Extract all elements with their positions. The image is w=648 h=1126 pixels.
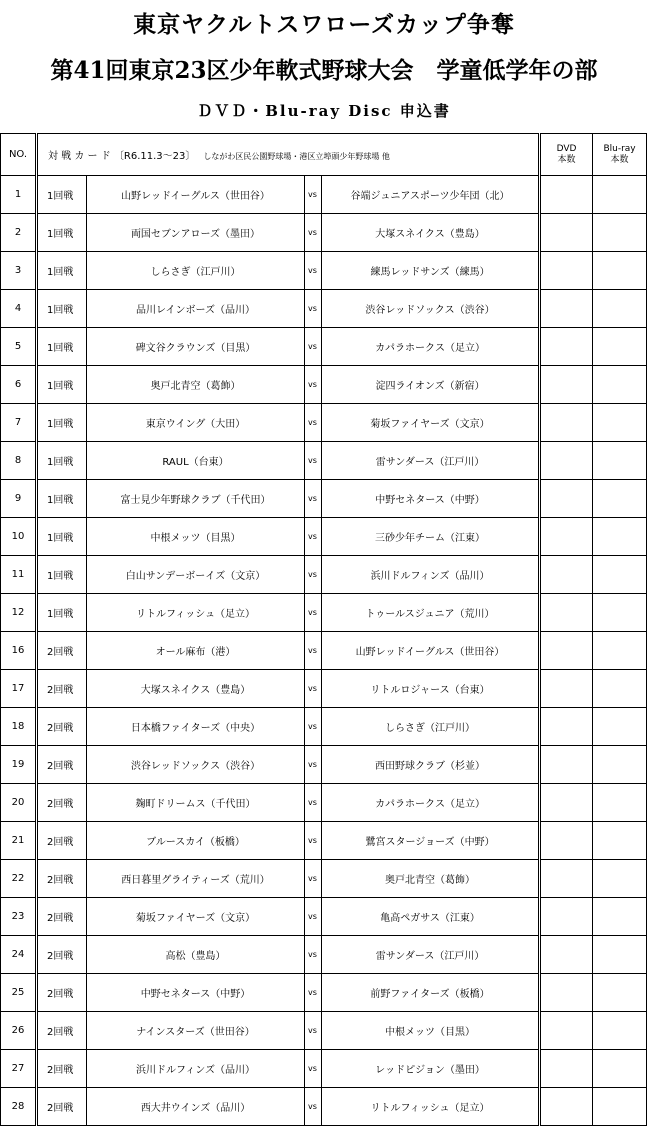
row-team-a: 浜川ドルフィンズ（品川）	[87, 1050, 305, 1088]
row-vs: vs	[305, 1088, 322, 1126]
row-team-b: 前野ファイターズ（板橋）	[322, 974, 540, 1012]
bluray-quantity-cell[interactable]	[593, 366, 647, 404]
row-team-a: ブルースカイ（板橋）	[87, 822, 305, 860]
dvd-quantity-cell[interactable]	[540, 708, 593, 746]
row-round: 2回戦	[37, 1050, 87, 1088]
header-venue: しながわ区民公園野球場・港区立埠頭少年野球場 他	[203, 152, 390, 161]
table-row	[1, 1012, 647, 1050]
table-row	[1, 822, 647, 860]
dvd-quantity-cell[interactable]	[540, 442, 593, 480]
row-no: 24	[1, 936, 37, 974]
table-row	[1, 936, 647, 974]
row-team-b: 淀四ライオンズ（新宿）	[322, 366, 540, 404]
row-team-a: 富士見少年野球クラブ（千代田）	[87, 480, 305, 518]
dvd-quantity-cell[interactable]	[540, 214, 593, 252]
dvd-quantity-cell[interactable]	[540, 480, 593, 518]
table-row	[1, 404, 647, 442]
row-no: 7	[1, 404, 37, 442]
dvd-quantity-cell[interactable]	[540, 632, 593, 670]
row-round: 2回戦	[37, 898, 87, 936]
table-row	[1, 746, 647, 784]
row-team-b: 山野レッドイーグルス（世田谷）	[322, 632, 540, 670]
table-row	[1, 974, 647, 1012]
bluray-quantity-cell[interactable]	[593, 860, 647, 898]
dvd-quantity-cell[interactable]	[540, 366, 593, 404]
row-round: 2回戦	[37, 708, 87, 746]
row-round: 2回戦	[37, 746, 87, 784]
row-round: 1回戦	[37, 556, 87, 594]
row-round: 1回戦	[37, 594, 87, 632]
row-team-a: 品川レインボーズ（品川）	[87, 290, 305, 328]
row-round: 1回戦	[37, 518, 87, 556]
row-team-b: 西田野球クラブ（杉並）	[322, 746, 540, 784]
row-vs: vs	[305, 974, 322, 1012]
row-no: 27	[1, 1050, 37, 1088]
row-team-a: 山野レッドイーグルス（世田谷）	[87, 176, 305, 214]
row-team-a: 西日暮里グライティーズ（荒川）	[87, 860, 305, 898]
header-match-card	[37, 134, 540, 176]
row-no: 26	[1, 1012, 37, 1050]
row-team-b: 浜川ドルフィンズ（品川）	[322, 556, 540, 594]
row-team-b: しらさぎ（江戸川）	[322, 708, 540, 746]
title-order-form: ＤＶＤ・Blu-ray Disc 申込書	[197, 102, 451, 120]
row-no: 28	[1, 1088, 37, 1126]
bluray-quantity-cell[interactable]	[593, 442, 647, 480]
bluray-quantity-cell[interactable]	[593, 594, 647, 632]
bluray-quantity-cell[interactable]	[593, 404, 647, 442]
row-team-a: 日本橋ファイターズ（中央）	[87, 708, 305, 746]
table-row	[1, 708, 647, 746]
bluray-quantity-cell[interactable]	[593, 784, 647, 822]
row-no: 19	[1, 746, 37, 784]
dvd-quantity-cell[interactable]	[540, 1088, 593, 1126]
dvd-quantity-cell[interactable]	[540, 328, 593, 366]
dvd-quantity-cell[interactable]	[540, 594, 593, 632]
row-team-a: RAUL（台東）	[87, 442, 305, 480]
row-team-b: 練馬レッドサンズ（練馬）	[322, 252, 540, 290]
table-row	[1, 366, 647, 404]
row-vs: vs	[305, 176, 322, 214]
header-bluray-line2: 本数	[610, 154, 629, 165]
row-no: 3	[1, 252, 37, 290]
bluray-quantity-cell[interactable]	[593, 1050, 647, 1088]
header-no: NO.	[1, 134, 37, 176]
row-round: 2回戦	[37, 860, 87, 898]
row-team-a: 碑文谷クラウンズ（目黒）	[87, 328, 305, 366]
row-team-a: 東京ウイング（大田）	[87, 404, 305, 442]
table-header-row	[1, 134, 647, 176]
row-round: 2回戦	[37, 670, 87, 708]
row-round: 1回戦	[37, 214, 87, 252]
row-no: 2	[1, 214, 37, 252]
row-no: 4	[1, 290, 37, 328]
bluray-quantity-cell[interactable]	[593, 252, 647, 290]
row-no: 6	[1, 366, 37, 404]
header-bluray	[593, 134, 647, 176]
row-team-a: 中根メッツ（目黒）	[87, 518, 305, 556]
table-row	[1, 860, 647, 898]
row-round: 1回戦	[37, 404, 87, 442]
bluray-quantity-cell[interactable]	[593, 214, 647, 252]
row-vs: vs	[305, 214, 322, 252]
row-team-a: 菊坂ファイヤーズ（文京）	[87, 898, 305, 936]
dvd-quantity-cell[interactable]	[540, 1050, 593, 1088]
row-vs: vs	[305, 556, 322, 594]
bluray-quantity-cell[interactable]	[593, 1088, 647, 1126]
table-row	[1, 670, 647, 708]
row-vs: vs	[305, 366, 322, 404]
row-vs: vs	[305, 1012, 322, 1050]
table-row	[1, 898, 647, 936]
row-round: 1回戦	[37, 176, 87, 214]
row-round: 2回戦	[37, 936, 87, 974]
row-no: 17	[1, 670, 37, 708]
dvd-quantity-cell[interactable]	[540, 670, 593, 708]
bluray-quantity-cell[interactable]	[593, 480, 647, 518]
row-team-b: 中野セネタース（中野）	[322, 480, 540, 518]
row-vs: vs	[305, 518, 322, 556]
row-vs: vs	[305, 290, 322, 328]
row-team-b: 雷サンダース（江戸川）	[322, 442, 540, 480]
row-vs: vs	[305, 404, 322, 442]
row-round: 2回戦	[37, 822, 87, 860]
row-vs: vs	[305, 784, 322, 822]
bluray-quantity-cell[interactable]	[593, 328, 647, 366]
row-no: 12	[1, 594, 37, 632]
row-vs: vs	[305, 822, 322, 860]
table-row	[1, 1050, 647, 1088]
table-row	[1, 594, 647, 632]
row-team-b: 亀高ペガサス（江東）	[322, 898, 540, 936]
bluray-quantity-cell[interactable]	[593, 556, 647, 594]
row-team-a: 中野セネタース（中野）	[87, 974, 305, 1012]
row-team-a: 両国セブンアローズ（墨田）	[87, 214, 305, 252]
dvd-quantity-cell[interactable]	[540, 898, 593, 936]
row-team-a: 白山サンデーボーイズ（文京）	[87, 556, 305, 594]
row-vs: vs	[305, 860, 322, 898]
row-team-a: 奥戸北青空（葛飾）	[87, 366, 305, 404]
dvd-quantity-cell[interactable]	[540, 860, 593, 898]
dvd-quantity-cell[interactable]	[540, 404, 593, 442]
row-round: 1回戦	[37, 366, 87, 404]
table-row	[1, 442, 647, 480]
dvd-quantity-cell[interactable]	[540, 176, 593, 214]
dvd-quantity-cell[interactable]	[540, 822, 593, 860]
row-team-a: 高松（豊島）	[87, 936, 305, 974]
row-team-a: オール麻布（港）	[87, 632, 305, 670]
header-dvd-line1: DVD	[556, 143, 577, 154]
row-round: 2回戦	[37, 1012, 87, 1050]
row-round: 1回戦	[37, 252, 87, 290]
bluray-quantity-cell[interactable]	[593, 708, 647, 746]
bluray-quantity-cell[interactable]	[593, 290, 647, 328]
dvd-quantity-cell[interactable]	[540, 290, 593, 328]
table-row	[1, 518, 647, 556]
bluray-quantity-cell[interactable]	[593, 632, 647, 670]
row-no: 25	[1, 974, 37, 1012]
bluray-quantity-cell[interactable]	[593, 518, 647, 556]
header-dvd	[540, 134, 593, 176]
row-no: 18	[1, 708, 37, 746]
row-vs: vs	[305, 594, 322, 632]
row-team-b: 谷端ジュニアスポーツ少年団（北）	[322, 176, 540, 214]
row-no: 16	[1, 632, 37, 670]
row-round: 1回戦	[37, 442, 87, 480]
row-vs: vs	[305, 252, 322, 290]
row-round: 2回戦	[37, 974, 87, 1012]
row-team-b: カパラホークス（足立）	[322, 328, 540, 366]
row-team-a: 麹町ドリームス（千代田）	[87, 784, 305, 822]
title-cup-name: 東京ヤクルトスワローズカップ争奪	[133, 11, 515, 38]
bluray-quantity-cell[interactable]	[593, 898, 647, 936]
table-row	[1, 252, 647, 290]
row-team-b: 渋谷レッドソックス（渋谷）	[322, 290, 540, 328]
row-vs: vs	[305, 632, 322, 670]
row-no: 1	[1, 176, 37, 214]
row-vs: vs	[305, 480, 322, 518]
header-bluray-line1: Blu-ray	[603, 143, 636, 154]
bluray-quantity-cell[interactable]	[593, 670, 647, 708]
dvd-quantity-cell[interactable]	[540, 784, 593, 822]
bluray-quantity-cell[interactable]	[593, 822, 647, 860]
row-no: 20	[1, 784, 37, 822]
row-vs: vs	[305, 1050, 322, 1088]
row-no: 5	[1, 328, 37, 366]
bluray-quantity-cell[interactable]	[593, 746, 647, 784]
dvd-quantity-cell[interactable]	[540, 1012, 593, 1050]
row-team-b: 鷺宮スタージョーズ（中野）	[322, 822, 540, 860]
row-round: 2回戦	[37, 632, 87, 670]
row-round: 1回戦	[37, 290, 87, 328]
row-no: 22	[1, 860, 37, 898]
row-vs: vs	[305, 936, 322, 974]
row-vs: vs	[305, 670, 322, 708]
row-team-b: 雷サンダース（江戸川）	[322, 936, 540, 974]
dvd-quantity-cell[interactable]	[540, 974, 593, 1012]
row-team-b: トゥールスジュニア（荒川）	[322, 594, 540, 632]
row-team-a: しらさぎ（江戸川）	[87, 252, 305, 290]
row-team-b: レッドピジョン（墨田）	[322, 1050, 540, 1088]
row-team-b: 三砂少年チーム（江東）	[322, 518, 540, 556]
dvd-quantity-cell[interactable]	[540, 518, 593, 556]
table-row	[1, 480, 647, 518]
row-vs: vs	[305, 442, 322, 480]
bluray-quantity-cell[interactable]	[593, 936, 647, 974]
bluray-quantity-cell[interactable]	[593, 1012, 647, 1050]
row-vs: vs	[305, 746, 322, 784]
header-card-label: 対 戦 カ ー ド 〔R6.11.3～23〕	[48, 151, 196, 162]
row-team-a: リトルフィッシュ（足立）	[87, 594, 305, 632]
row-round: 2回戦	[37, 784, 87, 822]
row-no: 9	[1, 480, 37, 518]
header-dvd-line2: 本数	[557, 154, 576, 165]
row-team-b: リトルロジャース（台東）	[322, 670, 540, 708]
dvd-quantity-cell[interactable]	[540, 252, 593, 290]
row-vs: vs	[305, 328, 322, 366]
table-row	[1, 784, 647, 822]
row-vs: vs	[305, 708, 322, 746]
table-row	[1, 328, 647, 366]
row-team-a: 大塚スネイクス（豊島）	[87, 670, 305, 708]
row-no: 23	[1, 898, 37, 936]
row-team-b: リトルフィッシュ（足立）	[322, 1088, 540, 1126]
order-table	[0, 133, 647, 1126]
row-team-b: 中根メッツ（目黒）	[322, 1012, 540, 1050]
table-row	[1, 632, 647, 670]
table-row	[1, 556, 647, 594]
bluray-quantity-cell[interactable]	[593, 176, 647, 214]
row-round: 2回戦	[37, 1088, 87, 1126]
row-team-a: 渋谷レッドソックス（渋谷）	[87, 746, 305, 784]
row-round: 1回戦	[37, 480, 87, 518]
table-row	[1, 1088, 647, 1126]
row-team-b: 奥戸北青空（葛飾）	[322, 860, 540, 898]
dvd-quantity-cell[interactable]	[540, 556, 593, 594]
row-no: 11	[1, 556, 37, 594]
row-team-b: カパラホークス（足立）	[322, 784, 540, 822]
row-no: 10	[1, 518, 37, 556]
row-team-b: 菊坂ファイヤーズ（文京）	[322, 404, 540, 442]
dvd-quantity-cell[interactable]	[540, 746, 593, 784]
row-no: 21	[1, 822, 37, 860]
row-round: 1回戦	[37, 328, 87, 366]
row-team-a: 西大井ウインズ（品川）	[87, 1088, 305, 1126]
bluray-quantity-cell[interactable]	[593, 974, 647, 1012]
table-row	[1, 176, 647, 214]
row-no: 8	[1, 442, 37, 480]
dvd-quantity-cell[interactable]	[540, 936, 593, 974]
row-team-b: 大塚スネイクス（豊島）	[322, 214, 540, 252]
table-row	[1, 214, 647, 252]
row-vs: vs	[305, 898, 322, 936]
title-tournament: 第41回東京23区少年軟式野球大会 学童低学年の部	[50, 57, 598, 84]
row-team-a: ナインスターズ（世田谷）	[87, 1012, 305, 1050]
table-row	[1, 290, 647, 328]
